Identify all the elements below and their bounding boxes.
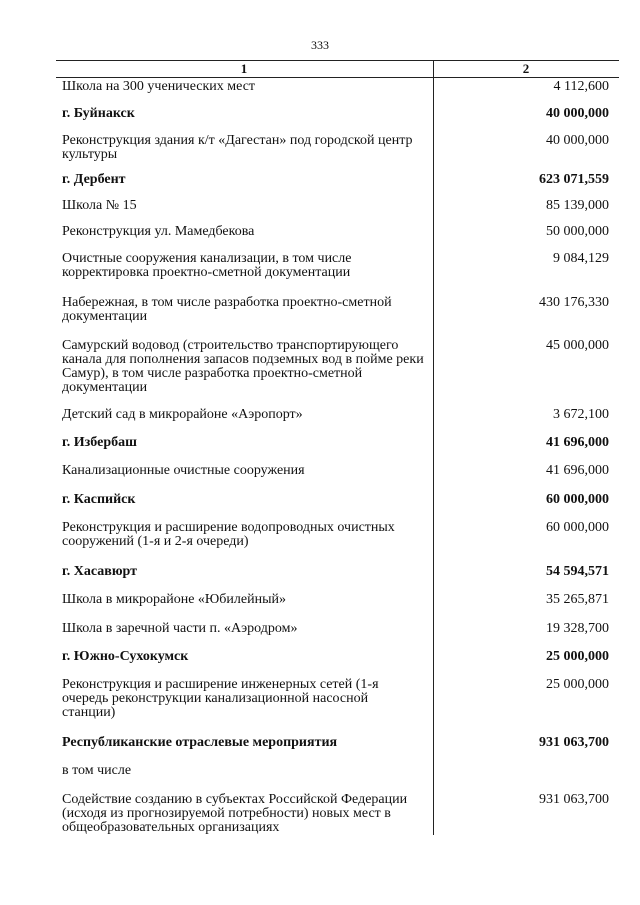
row-value: 85 139,000	[546, 198, 609, 213]
row-name: Реконструкция и расширение водопроводных очистных сооружений (1-я и 2-я очереди)	[62, 520, 395, 549]
row-name: Самурский водовод (строительство транспортирующего канала для пополнения запасов подземных вод в пойме реки Самур), в том числе разработка проектно-сметной документации	[62, 338, 424, 395]
table-header	[56, 60, 619, 78]
page-number: 333	[311, 38, 329, 52]
row-name: Школа в заречной части п. «Аэродром»	[62, 621, 298, 636]
row-value: 40 000,000	[546, 106, 609, 121]
row-name: Детский сад в микрорайоне «Аэропорт»	[62, 407, 303, 422]
row-name: г. Каспийск	[62, 492, 136, 507]
row-name: Реконструкция здания к/т «Дагестан» под городской центр культуры	[62, 133, 413, 162]
row-value: 931 063,700	[539, 735, 609, 750]
row-name: г. Избербаш	[62, 435, 137, 450]
row-name: Школа № 15	[62, 198, 137, 213]
row-value: 623 071,559	[539, 172, 609, 187]
row-name: Республиканские отраслевые мероприятия	[62, 735, 338, 750]
column-divider	[433, 60, 434, 835]
row-name: г. Хасавюрт	[62, 564, 138, 579]
row-value: 50 000,000	[546, 224, 609, 239]
row-value: 41 696,000	[546, 463, 609, 478]
row-value: 60 000,000	[546, 492, 609, 507]
row-value: 60 000,000	[546, 520, 609, 535]
row-name: Школа в микрорайоне «Юбилейный»	[62, 592, 286, 607]
row-value: 35 265,871	[546, 592, 609, 607]
row-value: 25 000,000	[546, 677, 609, 692]
row-name: г. Буйнакск	[62, 106, 135, 121]
row-value: 3 672,100	[553, 407, 609, 422]
row-name: Реконструкция и расширение инженерных сетей (1-я очередь реконструкции канализационной насосной станции)	[62, 677, 379, 720]
row-name: Содействие созданию в субъектах Российской Федерации (исходя из прогнозируемой потребности) новых мест в общеобразовательных организациях	[62, 792, 408, 835]
row-name: Набережная, в том числе разработка проектно-сметной документации	[62, 295, 392, 324]
row-name: Реконструкция ул. Мамедбекова	[62, 224, 255, 239]
row-value: 19 328,700	[546, 621, 609, 636]
row-name: Очистные сооружения канализации, в том числе корректировка проектно-сметной документации	[62, 251, 352, 280]
row-value: 25 000,000	[546, 649, 609, 664]
row-value: 4 112,600	[553, 79, 609, 94]
row-name: г. Дербент	[62, 172, 126, 187]
row-value: 41 696,000	[546, 435, 609, 450]
row-value: 931 063,700	[539, 792, 609, 807]
column-header-1: 1	[240, 61, 248, 76]
row-value: 9 084,129	[553, 251, 609, 266]
column-header-2: 2	[522, 61, 530, 76]
row-name: г. Южно-Сухокумск	[62, 649, 189, 664]
row-name: Школа на 300 ученических мест	[62, 79, 256, 94]
row-name: Канализационные очистные сооружения	[62, 463, 305, 478]
row-value: 40 000,000	[546, 133, 609, 148]
row-name: в том числе	[62, 763, 132, 778]
row-value: 430 176,330	[539, 295, 609, 310]
row-value: 45 000,000	[546, 338, 609, 353]
row-value: 54 594,571	[546, 564, 609, 579]
